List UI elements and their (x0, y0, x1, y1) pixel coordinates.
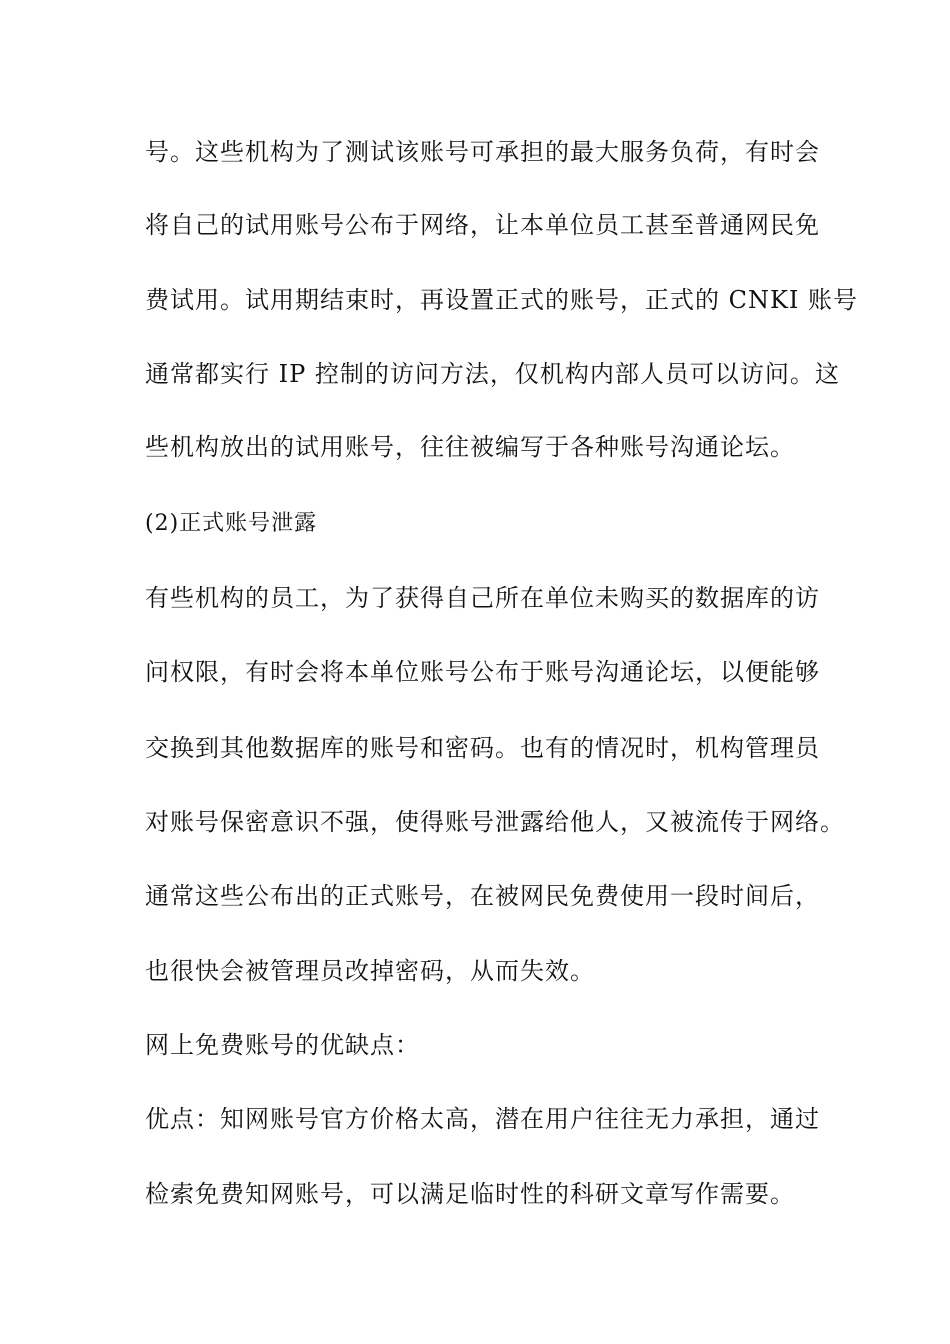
text-line-15: 检索免费知网账号，可以满足临时性的科研文章写作需要。 (145, 1180, 795, 1208)
text-line-2: 将自己的试用账号公布于网络，让本单位员工甚至普通网民免 (145, 211, 820, 239)
text-line-5: 些机构放出的试用账号，往往被编写于各种账号沟通论坛。 (145, 433, 795, 461)
text-line-10: 对账号保密意识不强，使得账号泄露给他人，又被流传于网络。 (145, 808, 845, 836)
text-line-8: 问权限，有时会将本单位账号公布于账号沟通论坛，以便能够 (145, 658, 820, 686)
text-line-4: 通常都实行 IP 控制的访问方法，仅机构内部人员可以访问。这 (145, 360, 840, 388)
text-line-1: 号。这些机构为了测试该账号可承担的最大服务负荷，有时会 (145, 138, 820, 166)
text-line-13: 网上免费账号的优缺点： (145, 1031, 420, 1059)
text-line-12: 也很快会被管理员改掉密码，从而失效。 (145, 957, 595, 985)
section-heading: (2)正式账号泄露 (145, 511, 318, 536)
text-line-3: 费试用。试用期结束时，再设置正式的账号，正式的 CNKI 账号 (145, 286, 859, 314)
text-line-11: 通常这些公布出的正式账号，在被网民免费使用一段时间后， (145, 882, 820, 910)
text-line-7: 有些机构的员工，为了获得自己所在单位未购买的数据库的访 (145, 584, 820, 612)
text-line-14: 优点：知网账号官方价格太高，潜在用户往往无力承担，通过 (145, 1105, 820, 1133)
text-line-9: 交换到其他数据库的账号和密码。也有的情况时，机构管理员 (145, 734, 820, 762)
